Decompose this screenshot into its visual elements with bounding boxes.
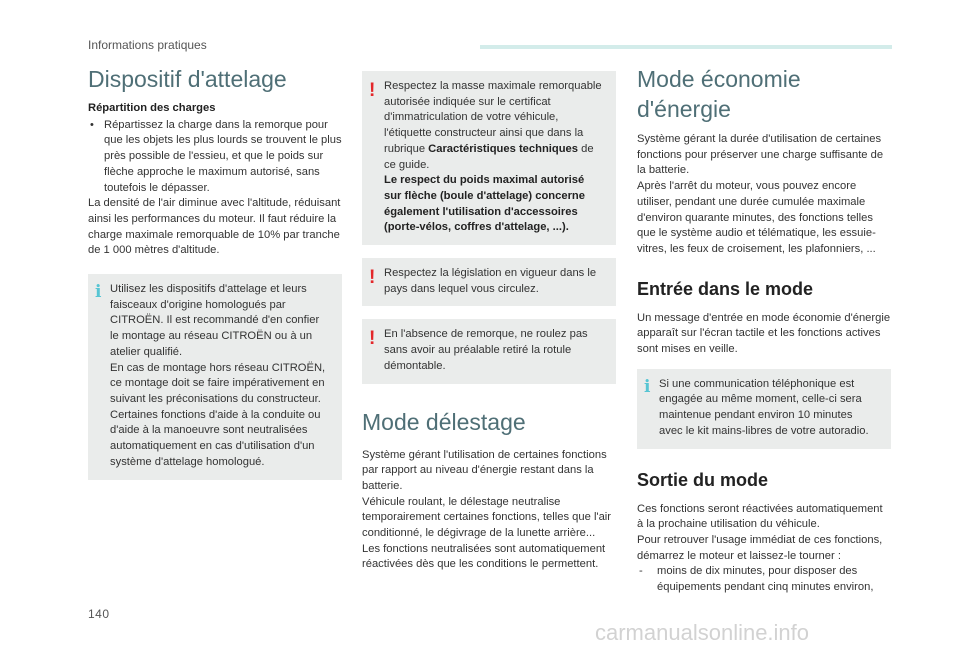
title-delestage: Mode délestage xyxy=(362,408,526,435)
warning-rotule-text: En l'absence de remorque, ne roulez pas sans avoir au préalable retiré la rotule démontable. xyxy=(384,328,588,372)
body-economie: Système gérant la durée d'utilisation de certaines fonctions pour préserver une charge suffisante de la batterie. Après l'arrêt du moteur, vous pouvez encore utiliser, pendant une durée cumulée maximale d'environ quarante minutes, des fonctions telles que le système audio et télématique, les essuie-vitres, les feux de croisement, les plafonniers, ... xyxy=(637,133,884,255)
body-delestage: Système gérant l'utilisation de certaines fonctions par rapport au niveau d'énergie restant dans la batterie. Véhicule roulant, le délestage neutralise temporairement certaines fonctions, telles que l'air conditionné, le dégivrage de la lunette arrière... Les fonctions neutralisées sont automatiquement réactivées dès que les conditions le permettent. xyxy=(362,448,612,571)
list-item-sortie-text: moins de dix minutes, pour disposer des équipements pendant cinq minutes environ, xyxy=(657,565,874,594)
title-economie: Mode économie d'énergie xyxy=(637,66,801,122)
column-delestage xyxy=(362,71,616,573)
warning-icon: ! xyxy=(369,80,376,101)
title-attelage: Dispositif d'attelage xyxy=(88,66,287,92)
column-economie xyxy=(637,64,891,596)
watermark: carmanualsonline.info xyxy=(595,620,810,645)
warning-box-masse xyxy=(362,71,616,245)
warning-box-rotule xyxy=(362,319,616,383)
info-box-attelage xyxy=(88,274,342,480)
warning-masse-text: Respectez la masse maximale remorquable autorisée indiquée sur le certificat d'immatriculation de votre véhicule, l'étiquette constructeur ainsi que dans la rubrique xyxy=(384,80,602,155)
subtitle-repartition: Répartition des charges xyxy=(88,102,216,114)
title-entree: Entrée dans le mode xyxy=(637,278,814,299)
para-altitude: La densité de l'air diminue avec l'altitude, réduisant ainsi les performances du moteur. Il faut réduire la charge maximale remorquable de 10% par tranche de 1 000 mètres d'altitude. xyxy=(88,197,341,257)
info-text-attelage: Utilisez les dispositifs d'attelage et leurs faisceaux d'origine homologués par CITROËN. Il est recommandé d'en confier le montage au réseau CITROËN ou à un atelier qualifié. En cas de montage hors réseau CITROËN, ce montage doit se faire impérativement en suivant les préconisations du constructeur. Certaines fonctions d'aide à la conduite ou d'aide à la manoeuvre sont neutralisées automatiquement en cas d'utilisation d'un système d'attelage homologué. xyxy=(110,283,326,468)
info-icon: i xyxy=(95,282,102,303)
info-icon: i xyxy=(644,376,651,397)
section-header: Informations pratiques xyxy=(88,38,207,52)
body-entree: Un message d'entrée en mode économie d'énergie apparaît sur l'écran tactile et les fonctions actives sont mises en veille. xyxy=(637,311,891,356)
warning-box-legislation xyxy=(362,258,616,306)
column-attelage xyxy=(88,64,342,480)
warning-icon: ! xyxy=(369,328,376,350)
page-number: 140 xyxy=(88,607,110,621)
dash-marker: - xyxy=(639,565,643,578)
info-box-telephone xyxy=(637,369,891,449)
body-sortie: Ces fonctions seront réactivées automatiquement à la prochaine utilisation du véhicule. Pour retrouver l'usage immédiat de ces fonctions, démarrez le moteur et laissez-le tourner : xyxy=(637,502,883,562)
info-text-telephone: Si une communication téléphonique est engagée au même moment, celle-ci sera maintenue pendant environ 10 minutes avec le kit mains-libres de votre autoradio. xyxy=(659,377,869,437)
warning-legislation-text: Respectez la législation en vigueur dans le pays dans lequel vous circulez. xyxy=(384,267,597,295)
title-sortie: Sortie du mode xyxy=(637,469,769,490)
warning-masse-bold-ref: Caractéristiques techniques xyxy=(428,142,578,155)
warning-masse-bold: Le respect du poids maximal autorisé sur flèche (boule d'attelage) concerne également l'utilisation d'accessoires (porte-vélos, coffres d'attelage, ...). xyxy=(384,174,585,234)
list-item-sortie xyxy=(637,564,891,595)
bullet-repartition: • Répartissez la charge dans la remorque pour que les objets les plus lourds se trouvent le plus près possible de l'essieu, et que le poids sur flèche approche le maximum autorisé, sans toutefois le dépasser. xyxy=(88,118,342,197)
warning-masse-text2: de ce guide. xyxy=(384,142,594,171)
header-bar xyxy=(480,45,892,49)
warning-icon: ! xyxy=(369,267,376,289)
